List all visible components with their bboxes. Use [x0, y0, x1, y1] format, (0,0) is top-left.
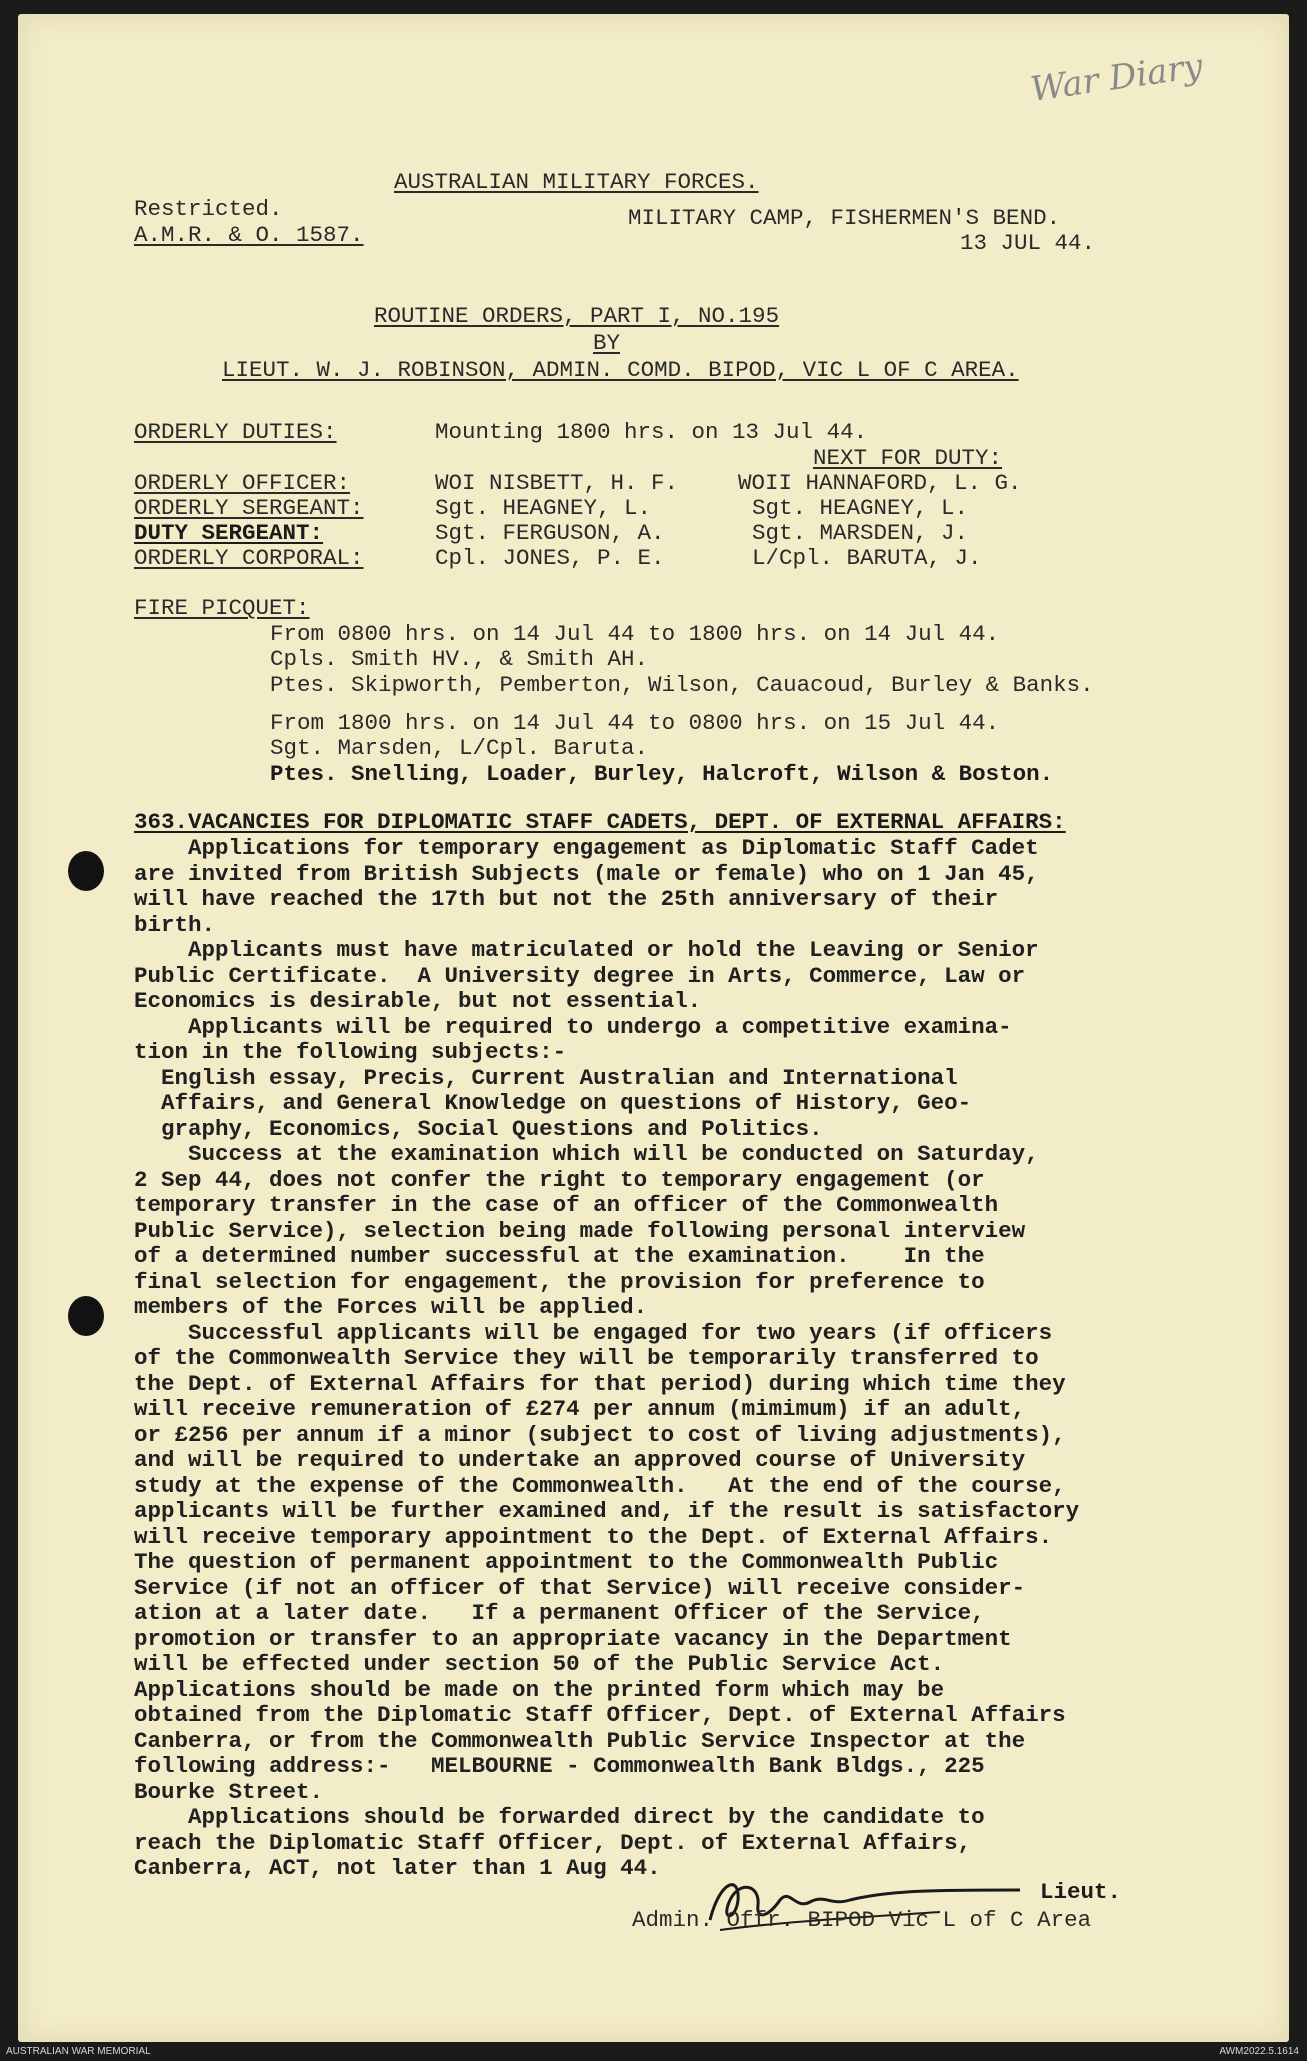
body-line: Applicants will be required to undergo a competitive examina- [134, 1013, 1012, 1040]
item-number-heading [134, 810, 1066, 835]
body-line: Successful applicants will be engaged for two years (if officers [134, 1319, 1053, 1346]
body-line: members of the Forces will be applied. [134, 1294, 648, 1320]
handwritten-annotation: War Diary [1028, 46, 1206, 110]
body-line: obtained from the Diplomatic Staff Officer, Dept. of External Affairs [134, 1702, 1066, 1728]
body-line: Public Service), selection being made following personal interview [134, 1217, 1026, 1244]
document-date: 13 JUL 44. [960, 230, 1096, 256]
body-line: birth. [134, 911, 216, 938]
duty-next: Sgt. HEAGNEY, L. [752, 495, 969, 521]
footer-credit: AUSTRALIAN WAR MEMORIAL [6, 2046, 151, 2057]
restricted-label: Restricted. [134, 196, 283, 222]
footer-reference: AWM2022.5.1614 [1219, 2046, 1299, 2057]
body-line: Applications for temporary engagement as Diplomatic Staff Cadet [134, 835, 1039, 861]
orders-by: BY [593, 330, 621, 356]
body-line: reach the Diplomatic Staff Officer, Dept. of External Affairs, [134, 1829, 972, 1856]
body-line: following address:- MELBOURNE - Commonwealth Bank Bldgs., 225 [134, 1753, 985, 1779]
item-heading: VACANCIES FOR DIPLOMATIC STAFF CADETS, DEPT. OF EXTERNAL AFFAIRS: [188, 809, 1066, 835]
body-line: Canberra, or from the Commonwealth Public Service Inspector at the [134, 1727, 1026, 1754]
duty-role: DUTY SERGEANT: [134, 520, 324, 546]
orderly-duties-label: ORDERLY DUTIES: [134, 419, 337, 445]
next-for-duty-label: NEXT FOR DUTY: [813, 445, 1003, 471]
body-line: of a determined number successful at the examination. In the [134, 1243, 985, 1269]
body-line: promotion or transfer to an appropriate vacancy in the Department [134, 1625, 1012, 1652]
body-line: will have reached the 17th but not the 25th anniversary of their [134, 886, 999, 912]
duty-current: Sgt. FERGUSON, A. [435, 520, 665, 546]
body-line: English essay, Precis, Current Australian and International [134, 1064, 958, 1091]
picquet-line: Ptes. Skipworth, Pemberton, Wilson, Cauacoud, Burley & Banks. [270, 672, 1094, 698]
picquet-line: Ptes. Snelling, Loader, Burley, Halcroft, Wilson & Boston. [270, 761, 1054, 787]
body-line: study at the expense of the Commonwealth. At the end of the course, [134, 1472, 1066, 1499]
item-body [134, 836, 1234, 1882]
body-line: the Dept. of External Affairs for that period) during which time they [134, 1370, 1066, 1397]
picquet-line: From 1800 hrs. on 14 Jul 44 to 0800 hrs. on 15 Jul 44. [270, 710, 1000, 736]
body-line: graphy, Economics, Social Questions and Politics. [134, 1115, 823, 1142]
orders-commander: LIEUT. W. J. ROBINSON, ADMIN. COMD. BIPOD, VIC L OF C AREA. [222, 357, 1019, 383]
orders-title: ROUTINE ORDERS, PART I, NO.195 [374, 303, 780, 329]
duty-current: Cpl. JONES, P. E. [435, 545, 665, 571]
body-line: Affairs, and General Knowledge on questions of History, Geo- [134, 1090, 972, 1116]
body-line: Success at the examination which will be conducted on Saturday, [134, 1141, 1039, 1167]
body-line: tion in the following subjects:- [134, 1039, 567, 1065]
duty-current: WOI NISBETT, H. F. [435, 470, 679, 496]
body-line: ation at a later date. If a permanent Officer of the Service, [134, 1600, 985, 1626]
body-line: Applications should be forwarded direct by the candidate to [134, 1804, 985, 1830]
picquet-line: Sgt. Marsden, L/Cpl. Baruta. [270, 735, 649, 761]
body-line: Applications should be made on the printed form which may be [134, 1676, 945, 1703]
body-line: Canberra, ACT, not later than 1 Aug 44. [134, 1855, 661, 1881]
body-line: final selection for engagement, the provision for preference to [134, 1268, 985, 1295]
body-line: will receive temporary appointment to the Dept. of External Affairs. [134, 1523, 1053, 1550]
picquet-line: Cpls. Smith HV., & Smith AH. [270, 646, 649, 672]
body-line: Economics is desirable, but not essential. [134, 988, 702, 1014]
duty-current: Sgt. HEAGNEY, L. [435, 495, 652, 521]
body-line: or £256 per annum if a minor (subject to cost of living adjustments), [134, 1421, 1066, 1448]
body-line: Bourke Street. [134, 1778, 324, 1805]
body-line: will be effected under section 50 of the Public Service Act. [134, 1651, 945, 1677]
body-line: Public Certificate. A University degree in Arts, Commerce, Law or [134, 962, 1026, 989]
picquet-line: From 0800 hrs. on 14 Jul 44 to 1800 hrs. on 14 Jul 44. [270, 621, 1000, 647]
body-line: Service (if not an officer of that Service) will receive consider- [134, 1574, 1026, 1601]
duty-role: ORDERLY OFFICER: [134, 470, 351, 496]
signoff-rank: Lieut. [1040, 1879, 1122, 1905]
camp-location: MILITARY CAMP, FISHERMEN'S BEND. [628, 205, 1061, 231]
body-line: will receive remuneration of £274 per annum (mimimum) if an adult, [134, 1396, 1026, 1422]
body-line: Applicants must have matriculated or hold the Leaving or Senior [134, 937, 1039, 963]
body-line: temporary transfer in the case of an officer of the Commonwealth [134, 1192, 999, 1218]
body-line: 2 Sep 44, does not confer the right to temporary engagement (or [134, 1166, 985, 1193]
item-number: 363. [134, 809, 189, 835]
fire-picquet-label: FIRE PICQUET: [134, 595, 310, 621]
document-title: AUSTRALIAN MILITARY FORCES. [394, 169, 759, 195]
signoff-position: Admin. Offr. BIPOD Vic L of C Area [632, 1907, 1092, 1933]
duty-role: ORDERLY CORPORAL: [134, 545, 364, 571]
body-line: are invited from British Subjects (male or female) who on 1 Jan 45, [134, 860, 1039, 887]
duty-role: ORDERLY SERGEANT: [134, 495, 364, 521]
body-line: applicants will be further examined and, if the result is satisfactory [134, 1498, 1080, 1524]
duty-next: Sgt. MARSDEN, J. [752, 520, 969, 546]
duty-next: L/Cpl. BARUTA, J. [752, 545, 982, 571]
body-line: of the Commonwealth Service they will be temporarily transferred to [134, 1345, 1039, 1371]
mounting-time: Mounting 1800 hrs. on 13 Jul 44. [435, 419, 868, 445]
body-line: and will be required to undertake an approved course of University [134, 1447, 1026, 1473]
duty-next: WOII HANNAFORD, L. G. [738, 470, 1022, 496]
amr-reference: A.M.R. & O. 1587. [134, 222, 364, 248]
body-line: The question of permanent appointment to the Commonwealth Public [134, 1549, 999, 1575]
punch-hole [68, 1296, 104, 1336]
punch-hole [68, 851, 104, 891]
